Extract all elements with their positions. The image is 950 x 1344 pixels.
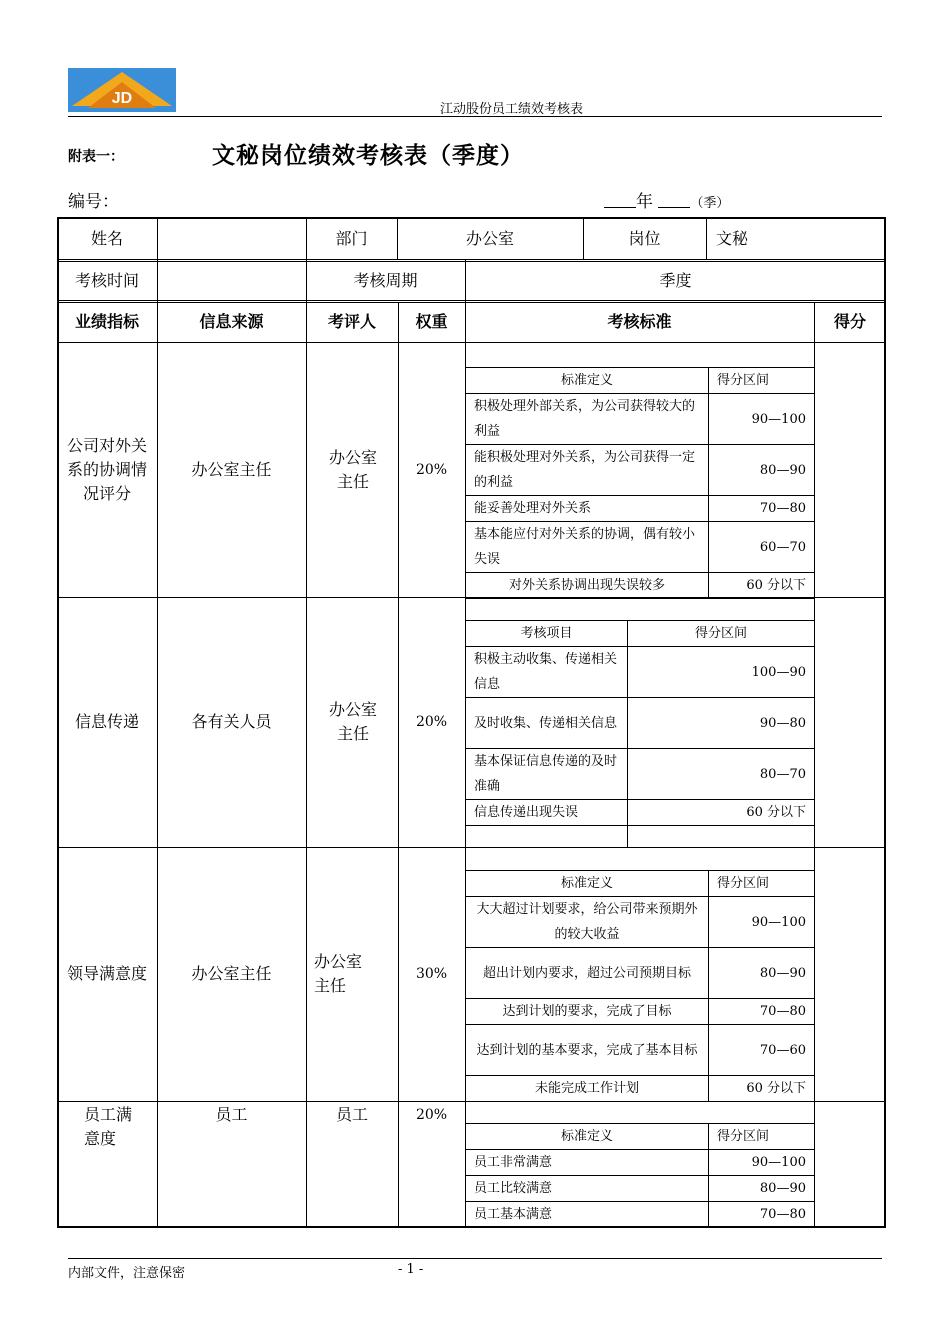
row2-source: 各有关人员 xyxy=(191,712,272,731)
row2-head-range: 得分区间 xyxy=(628,621,815,647)
row4-head-range: 得分区间 xyxy=(709,1124,815,1150)
col-reviewer: 考评人 xyxy=(327,312,376,331)
year-label: 年 xyxy=(636,192,653,212)
row2-empty-1 xyxy=(466,826,628,848)
year-blank[interactable] xyxy=(604,193,636,208)
row3-range-3: 70—80 xyxy=(709,999,815,1025)
row3-head-def: 标准定义 xyxy=(466,871,709,897)
cycle-value: 季度 xyxy=(659,270,692,290)
row3-source: 办公室主任 xyxy=(191,964,272,983)
company-logo xyxy=(68,68,176,112)
row1-source: 办公室主任 xyxy=(191,459,272,479)
row4-weight: 20% xyxy=(415,1107,448,1123)
season-blank[interactable] xyxy=(658,193,690,208)
row1-item-1: 积极处理外部关系，为公司获得较大的利益 xyxy=(466,394,709,445)
row4-range-3: 70—80 xyxy=(709,1202,815,1228)
row1-score[interactable] xyxy=(814,342,886,597)
row2-item-2: 及时收集、传递相关信息 xyxy=(466,698,628,749)
row3-range-5: 60 分以下 xyxy=(709,1076,815,1102)
row3-score[interactable] xyxy=(814,847,886,1101)
row1-item-3: 能妥善处理对外关系 xyxy=(466,496,709,522)
row1-standard-table xyxy=(465,367,815,599)
row2-empty-2 xyxy=(628,826,815,848)
row3-range-1: 90—100 xyxy=(709,897,815,948)
col-standard: 考核标准 xyxy=(607,312,672,331)
row3-indicator: 领导满意度 xyxy=(66,964,147,983)
page-number: - 1 - xyxy=(398,1262,424,1277)
row4-range-2: 80—90 xyxy=(709,1176,815,1202)
row2-item-1: 积极主动收集、传递相关信息 xyxy=(466,647,628,698)
col-score: 得分 xyxy=(833,312,866,331)
row1-range-2: 80—90 xyxy=(709,445,815,496)
row1-head-range: 得分区间 xyxy=(709,368,815,394)
row3-head-range: 得分区间 xyxy=(709,871,815,897)
row3-item-1: 大大超过计划要求，给公司带来预期外的较大收益 xyxy=(466,897,709,948)
header-rule xyxy=(68,116,882,117)
form-header-title: 江动股份员工绩效考核表 xyxy=(440,102,584,117)
row2-range-2: 90—80 xyxy=(628,698,815,749)
dept-label: 部门 xyxy=(335,228,368,248)
row4-standard-table xyxy=(465,1123,815,1228)
footer-confidential: 内部文件，注意保密 xyxy=(68,1266,186,1281)
time-label: 考核时间 xyxy=(74,270,139,290)
row3-item-5: 未能完成工作计划 xyxy=(466,1076,709,1102)
row2-weight: 20% xyxy=(415,714,448,730)
season-label: （季） xyxy=(690,196,730,211)
footer-rule xyxy=(68,1258,882,1259)
position-label: 岗位 xyxy=(628,228,661,248)
row3-item-4: 达到计划的基本要求，完成了基本目标 xyxy=(466,1025,709,1076)
row1-item-4: 基本能应付对外关系的协调，偶有较小失误 xyxy=(466,522,709,573)
dept-value: 办公室 xyxy=(465,228,514,248)
row2-reviewer: 办公室主任 xyxy=(328,700,377,743)
row4-head-def: 标准定义 xyxy=(466,1124,709,1150)
row1-weight: 20% xyxy=(415,461,448,478)
row2-range-4: 60 分以下 xyxy=(628,800,815,826)
row4-score[interactable] xyxy=(814,1102,886,1227)
row3-item-2: 超出计划内要求，超过公司预期目标 xyxy=(466,948,709,999)
row2-range-3: 80—70 xyxy=(628,749,815,800)
row4-item-1: 员工非常满意 xyxy=(466,1150,709,1176)
cycle-label: 考核周期 xyxy=(353,270,418,290)
logo-graphic xyxy=(68,68,176,112)
page-title: 文秘岗位绩效考核表（季度） xyxy=(212,142,524,169)
row2-standard-table xyxy=(465,620,815,848)
row1-indicator: 公司对外关系的协调情况评分 xyxy=(66,435,147,503)
row4-reviewer: 员工 xyxy=(335,1105,368,1124)
col-source: 信息来源 xyxy=(199,312,264,331)
row3-weight: 30% xyxy=(415,966,448,982)
time-input[interactable] xyxy=(157,260,306,301)
name-input[interactable] xyxy=(157,217,306,260)
row1-reviewer: 办公室主任 xyxy=(328,447,377,491)
position-value: 文秘 xyxy=(716,228,749,248)
row3-range-4: 70—60 xyxy=(709,1025,815,1076)
row4-item-3: 员工基本满意 xyxy=(466,1202,709,1228)
col-indicator: 业绩指标 xyxy=(74,312,139,331)
row1-range-1: 90—100 xyxy=(709,394,815,445)
row2-indicator: 信息传递 xyxy=(74,712,139,731)
name-label: 姓名 xyxy=(90,228,123,248)
row3-reviewer: 办公室主任 xyxy=(314,952,363,995)
col-weight: 权重 xyxy=(415,312,448,331)
row1-range-4: 60—70 xyxy=(709,522,815,573)
row1-range-5: 60 分以下 xyxy=(709,573,815,599)
row2-range-1: 100—90 xyxy=(628,647,815,698)
row1-range-3: 70—80 xyxy=(709,496,815,522)
number-label: 编号： xyxy=(68,192,119,212)
appendix-label: 附表一： xyxy=(68,149,124,165)
row3-range-2: 80—90 xyxy=(709,948,815,999)
row4-source: 员工 xyxy=(215,1105,248,1124)
row3-standard-table xyxy=(465,870,815,1102)
row2-head-item: 考核项目 xyxy=(466,621,628,647)
row3-item-3: 达到计划的要求，完成了目标 xyxy=(466,999,709,1025)
row2-score[interactable] xyxy=(814,597,886,847)
row4-range-1: 90—100 xyxy=(709,1150,815,1176)
logo-text: JD xyxy=(111,90,133,107)
row2-item-3: 基本保证信息传递的及时准确 xyxy=(466,749,628,800)
row2-item-4: 信息传递出现失误 xyxy=(466,800,628,826)
row1-item-5: 对外关系协调出现失误较多 xyxy=(466,573,709,599)
period-field xyxy=(604,187,729,212)
row1-item-2: 能积极处理对外关系，为公司获得一定的利益 xyxy=(466,445,709,496)
row4-item-2: 员工比较满意 xyxy=(466,1176,709,1202)
row4-indicator: 员工满意度 xyxy=(84,1105,133,1148)
row1-head-def: 标准定义 xyxy=(466,368,709,394)
